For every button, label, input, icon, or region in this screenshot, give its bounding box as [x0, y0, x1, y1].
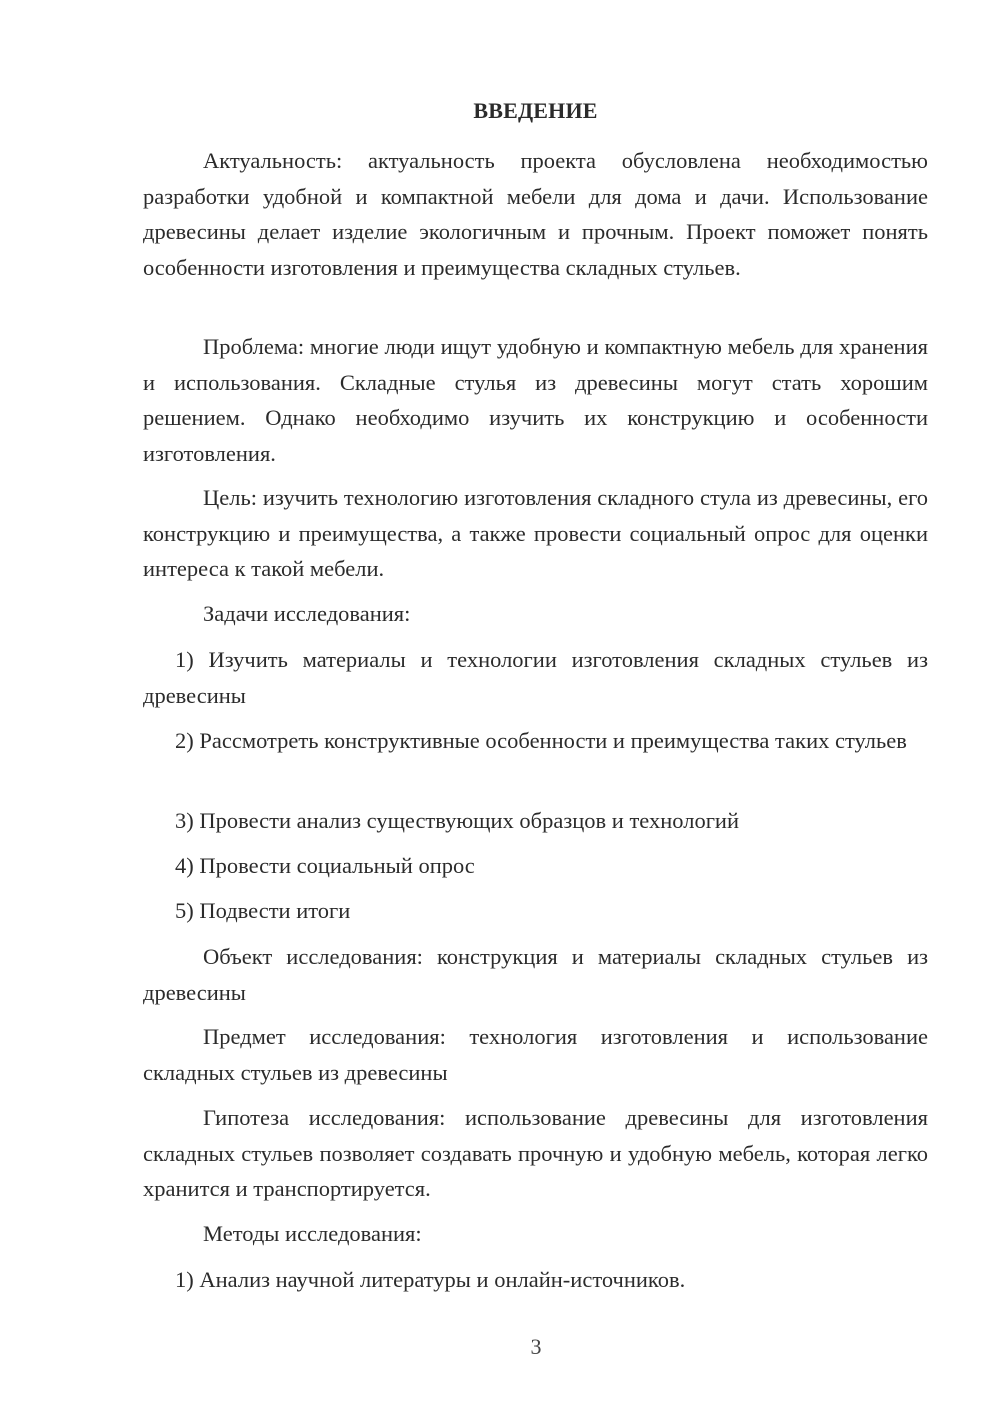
subject-paragraph: Предмет исследования: технология изготовления и использование складных стульев из древесины [143, 1024, 928, 1085]
page-number: 3 [530, 1334, 542, 1359]
task-item-5: 5) Подвести итоги [175, 898, 351, 923]
methods-heading: Методы исследования: [203, 1221, 422, 1246]
task-item-4: 4) Провести социальный опрос [175, 853, 475, 878]
task-item-2: 2) Рассмотреть конструктивные особенности и преимущества таких стульев [175, 728, 907, 753]
task-item-3: 3) Провести анализ существующих образцов и технологий [175, 808, 740, 833]
problem-paragraph: Проблема: многие люди ищут удобную и компактную мебель для хранения и использования. Складные стулья из древесины могут стать хорошим решением. Однако необходимо изучить их конструкцию и особенности изготовления. [143, 334, 928, 466]
section-title: ВВЕДЕНИЕ [473, 98, 598, 123]
task-item-1: 1) Изучить материалы и технологии изготовления складных стульев из древесины [143, 647, 928, 708]
tasks-heading: Задачи исследования: [203, 601, 411, 626]
hypothesis-paragraph: Гипотеза исследования: использование древесины для изготовления складных стульев позволяет создавать прочную и удобную мебель, которая легко хранится и транспортируется. [143, 1105, 928, 1201]
object-paragraph: Объект исследования: конструкция и материалы складных стульев из древесины [143, 944, 928, 1005]
relevance-paragraph: Актуальность: актуальность проекта обусловлена необходимостью разработки удобной и компактной мебели для дома и дачи. Использование древесины делает изделие экологичным и прочным. Проект поможет понять особенности изготовления и преимущества складных стульев. [143, 148, 928, 280]
goal-paragraph: Цель: изучить технологию изготовления складного стула из древесины, его конструкцию и преимущества, а также провести социальный опрос для оценки интереса к такой мебели. [143, 485, 928, 581]
method-item-1: 1) Анализ научной литературы и онлайн-источников. [175, 1267, 686, 1292]
